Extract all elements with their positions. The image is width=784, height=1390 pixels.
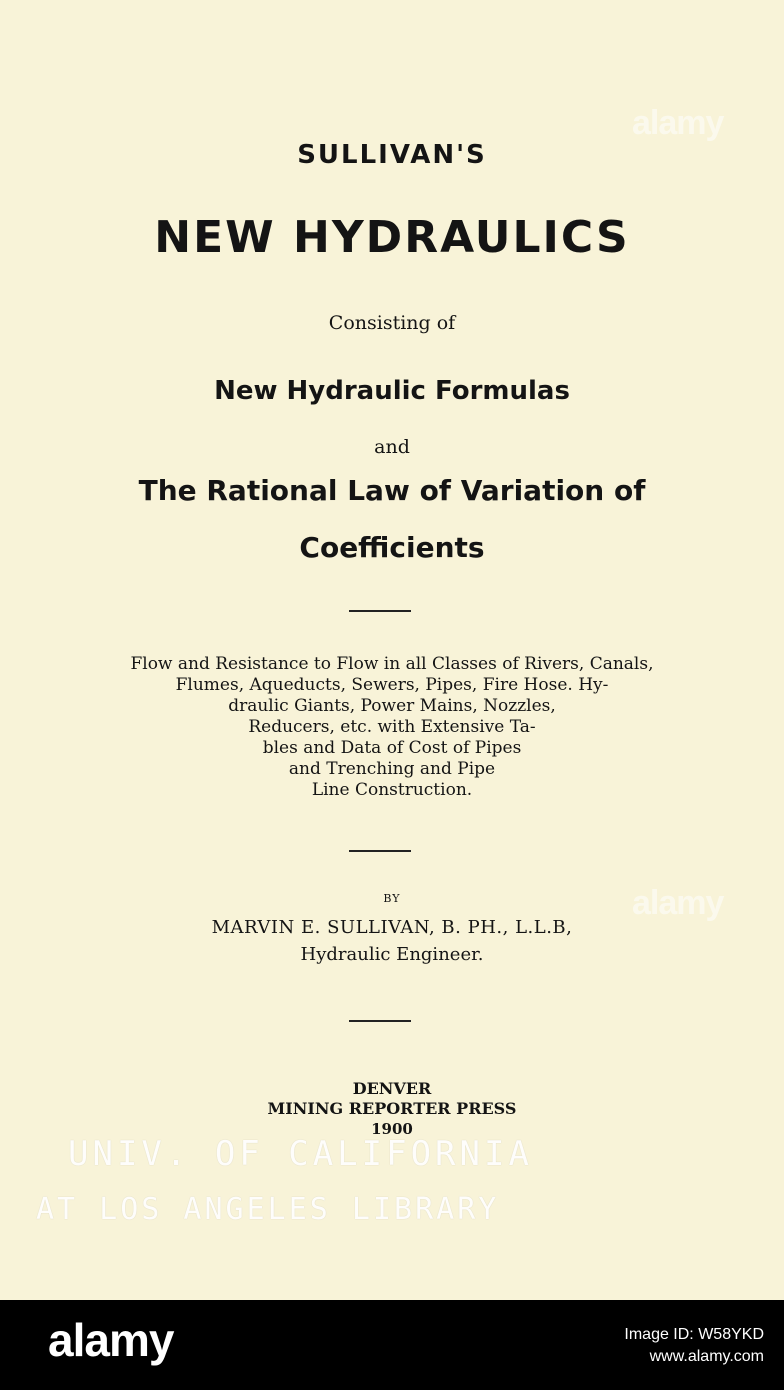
publication-year: 1900 [371, 1120, 413, 1138]
rational-law-heading: The Rational Law of Variation of [138, 474, 646, 507]
consisting-of-text: Consisting of [328, 312, 456, 334]
coefficients-heading: Coefficients [299, 531, 485, 564]
formulas-heading: New Hydraulic Formulas [214, 376, 570, 406]
site-url: www.alamy.com [649, 1348, 764, 1365]
brand-logo: alamy [48, 1314, 174, 1366]
divider-rule [349, 1020, 411, 1022]
image-id-label: Image ID: W58YKD [624, 1326, 764, 1343]
description-line: Line Construction. [311, 780, 473, 800]
description-line: bles and Data of Cost of Pipes [262, 738, 522, 758]
description-line: Flow and Resistance to Flow in all Classes of Rivers, Canals, [130, 654, 654, 674]
watermark-logo: alamy [632, 884, 724, 922]
by-text: BY [383, 892, 401, 905]
divider-rule [349, 610, 411, 612]
author-name: MARVIN E. SULLIVAN, B. PH., L.L.B, [211, 917, 573, 938]
divider-rule [349, 850, 411, 852]
description-line: Reducers, etc. with Extensive Ta- [248, 717, 536, 737]
and-text: and [374, 436, 410, 458]
description-line: draulic Giants, Power Mains, Nozzles, [228, 696, 556, 716]
main-title: NEW HYDRAULICS [154, 212, 630, 263]
author-title: Hydraulic Engineer. [300, 944, 484, 965]
publisher-city: DENVER [352, 1079, 432, 1098]
library-stamp-line: AT LOS ANGELES LIBRARY [36, 1192, 500, 1227]
description-line: and Trenching and Pipe [288, 759, 496, 779]
possessive-title: SULLIVAN'S [297, 140, 487, 170]
library-stamp-line: UNIV. OF CALIFORNIA [68, 1134, 533, 1174]
description-line: Flumes, Aqueducts, Sewers, Pipes, Fire Hose. Hy- [175, 675, 609, 695]
publisher-name: MINING REPORTER PRESS [267, 1099, 517, 1118]
watermark-logo: alamy [632, 104, 724, 142]
